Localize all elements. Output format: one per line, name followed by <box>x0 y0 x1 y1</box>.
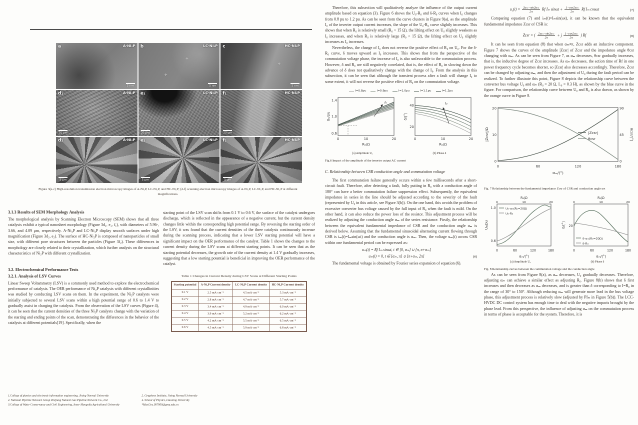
footnote: 1.College of physics and electronic information engineering, Jining Normal University <box>8 394 109 398</box>
equation-number: (6) <box>472 254 477 259</box>
table-cell: 4.5 mA·cm⁻² <box>198 324 232 331</box>
figure6 <box>325 90 477 164</box>
tick-label: 60 <box>535 164 541 169</box>
x-axis-label: αₘ/(°) <box>552 169 564 175</box>
fraction: $\frac{\text{1−cos2αₘ}}{2\pi}$ <box>565 6 579 14</box>
paragraph: Comparing equation (7) and iₘ(t)=Iₘsin(ωt), it can be known that the equivalent fundamental impedance Zcsr of CSR is: <box>484 16 634 27</box>
tick-label: 60 <box>512 248 518 253</box>
equation-line: uₘ(t) = 0, t ∈ [αₘ, π] ∪ [π+αₘ, 2π] <box>368 254 425 259</box>
table-cell: 0.4 V <box>172 310 199 317</box>
sem-panel-c <box>221 43 302 89</box>
panel-id: c <box>222 44 226 49</box>
figure8b <box>561 196 634 264</box>
table-cell: 0.5 V <box>172 317 199 324</box>
figure6a <box>326 94 399 156</box>
y-axis-label: δ/(°) <box>403 112 408 121</box>
scale-bar: 20 μm <box>58 131 68 135</box>
figure8-caption: Fig. 8 Relationship curves between the commutation voltage and the conduction angle <box>484 267 595 272</box>
footnote-block-right <box>142 394 198 407</box>
equation-line: uₘ(t) = Rf Iₘ sinωt, t ∈ [0, αₘ] ∪ [π, π+αₘ] <box>362 247 431 253</box>
equation-7 <box>484 6 634 14</box>
table-row <box>172 324 307 331</box>
figure8a <box>484 196 557 264</box>
panel-material-label: HC-Ni₂P <box>284 138 300 142</box>
curve <box>415 114 471 134</box>
legend-label: δ-αₘ(R₀=20Ω) <box>582 236 603 241</box>
figure8b-plot <box>561 196 634 260</box>
panel-material-label: LC-Ni₂P <box>203 91 218 95</box>
zcsr-curve <box>498 109 618 160</box>
line-swatch-icon <box>371 91 376 92</box>
footnote-email: *Mar.Gra.007900@gma.edu.cn <box>141 403 179 407</box>
tick-label: 0 <box>619 159 622 164</box>
sem-panel-d1 <box>56 90 137 136</box>
table-row <box>172 296 307 303</box>
tick-label: 20 <box>468 137 474 142</box>
tick-label: 0 <box>496 200 498 205</box>
section-c-body: The first commutation failure generally occurs within a few milliseconds after a short-circuit fault. Therefore, after detecting a fault, fully putting in R₀ with a conduction angle of 180° can have a better commutation failure suppression effect. Subsequently, the equivalent impedance in series in the line should be adjusted according to the severity of the fault (represented by U₀ in this article, see Figure 3(b)). On the one hand, this avoids the problem of excessive converter bus voltage caused by the full input of R₀ when the fault is mild. On the other hand, it can also reduce the power loss of the resistor. This adjustment process will be realized by adjusting the conduction angle αₘ of the series resistance. Firstly, the relationship between the equivalent fundamental impedance of CSR and the conduction angle αₘ is derived below. Assuming that the fundamental sinusoidal alternating current flowing through CSR is iₘ(t)=Iₘsin(ωt) and the conduction angle is αₘ. Then, the voltage uₘ(t) across CSR within one fundamental period can be expressed as: <box>325 177 477 245</box>
paragraph: It can be seen from equation (8) that when αₘ≠π, Zcsr adds an inductive component. Figure 7 shows the curves of the amplitude |Zcsr| of Zcsr and the impedance angle θcsr changing with αₘ. As can be seen from Figure 7, as αₘ decreases, θcsr gradually increases, that is, the inductive degree of Zcsr increases. As αₘ decreases, the action time of Rf in one power frequency cycle becomes shorter, so |Zcsr| also decreases accordingly. Therefore, Zcsr can be changed by adjusting αₘ, and then the adjustment of U₀ during the fault period can be realized. To further illustrate this point, Figure 8 depicts the relationship curve between the converter bus voltage U₀ and αₘ (R₀ = 20 Ω, L₀ = 0.3 H), as shown by the blue curve in the figure. For comparison, the relationship curve between U₀ and R₀ is also drawn, as shown by the orange curve in Figure 8. <box>484 42 634 98</box>
line-swatch-icon <box>414 91 419 92</box>
sem-panel-b <box>138 43 219 89</box>
tick-label: 10 <box>599 200 603 205</box>
legend-label: |Zcsr| <box>588 130 599 135</box>
figure8 <box>484 196 634 272</box>
scale-bar: 5 μm <box>59 178 67 182</box>
table-row <box>172 310 307 317</box>
legend-label: U₀-αₘ(R₀=20Ω) <box>505 206 528 211</box>
legend-label: δ-R₀ <box>582 241 589 246</box>
tick-label: 180 <box>547 248 555 253</box>
section-c-title: C. Relationship between CSR conduction angle and commutation voltage <box>325 169 446 175</box>
figure8a-plot <box>484 196 557 260</box>
annotation-label: I₀ <box>445 101 448 106</box>
line-swatch-icon <box>392 91 397 92</box>
panel-material-label: HC-Ni₂P <box>284 44 300 48</box>
right-page-column-2 <box>484 5 634 317</box>
page-top-rule <box>30 29 312 30</box>
table-cell: 3.9 mA·cm⁻² <box>198 310 232 317</box>
subfigure-caption: (b) Phase δ <box>590 260 605 264</box>
delta-r-curve <box>574 223 628 235</box>
footnote: 4. School of Physics, Liaoning University <box>141 398 190 402</box>
scale-bar: 5 nm <box>291 84 299 88</box>
figure6-legend <box>325 90 477 93</box>
tick-label: 120 <box>529 248 537 253</box>
table-header-cell: LC-Ni₂P Current density <box>233 282 270 290</box>
plot-frame <box>415 98 471 136</box>
panel-id: f₁ <box>222 91 227 96</box>
figure6a-plot <box>326 94 399 152</box>
table-cell: 4.2 mA·cm⁻² <box>198 317 232 324</box>
figure6-caption: Fig.6 Impact of the amplitude of the inverter output AC current <box>325 159 406 163</box>
curve <box>338 109 394 127</box>
panel-id: e₁ <box>140 91 146 96</box>
table-cell: 0.2 V <box>172 296 199 303</box>
tick-label: 20 <box>549 200 553 205</box>
sem-panel-e2 <box>138 137 219 183</box>
equation-part: Rf Iₘ sinωt + <box>542 7 563 12</box>
lattice-marker-icon: ✛ <box>185 56 189 61</box>
panel-id: e₂ <box>140 138 146 143</box>
figure7-caption: Fig. 7 Relationship between the fundamental impedance Zcsr of CSR and conduction angle αₘ <box>484 186 606 191</box>
tick-label: 10 <box>492 132 497 137</box>
curve <box>338 105 394 125</box>
scale-bar: 5 nm <box>126 84 134 88</box>
table-cell: 6.5 mA·cm⁻² <box>269 317 306 324</box>
table-cell: 4.5 mA·cm⁻² <box>233 289 270 296</box>
y-axis-label: |Zcsr|/Ω <box>485 127 489 142</box>
tick-label: 10 <box>363 137 369 142</box>
table-cell: 5.2 mA·cm⁻² <box>233 310 270 317</box>
tick-label: 0 <box>573 200 575 205</box>
legend-item: I=1.1pu <box>420 89 432 93</box>
tick-label: 0.6 <box>490 239 496 244</box>
equation-part: Zcsr = ( <box>522 33 536 38</box>
subfigure-caption: (b) Phase δ <box>432 152 447 156</box>
tick-label: 40 <box>409 103 414 108</box>
table-header-row <box>172 282 307 290</box>
fraction: $\frac{\text{2αₘ−sin2αₘ}}{2\pi}$ <box>538 32 555 40</box>
y-axis-label: θcsr/(°) <box>629 127 634 142</box>
tick-label: 10 <box>440 137 446 142</box>
table-row <box>172 289 307 296</box>
fraction: $\frac{\text{2αₘ−sin2αₘ}}{2\pi}$ <box>523 6 540 14</box>
table-cell: 4.7 mA·cm⁻² <box>233 296 270 303</box>
y-axis-label: U₀/pu <box>484 220 489 230</box>
figure7-plot <box>484 102 634 180</box>
tick-label: 90 <box>619 106 624 111</box>
lattice-marker-icon: ✛ <box>277 61 281 66</box>
footnote: 3.College of Water Conservancy and Civil Engineering, Inner Mongolia Agricultural University <box>8 403 120 407</box>
equation-part: u₁(t) = <box>509 7 521 12</box>
theta-curve <box>498 108 618 159</box>
equation-number: (7) <box>629 7 634 12</box>
equation-part: + j <box>557 33 562 38</box>
scale-bar: 20 μm <box>140 131 150 135</box>
tick-label: 180 <box>614 164 622 169</box>
column2-body: starting point of the LSV scan shifts from 0.1 V to 0.6 V, the surface of the catalyst undergoes discharge, which is reflected in the appearance of a negative current, but the current density changes little within the corresponding high potential range. By reversing the starting order of the LSV, it was found that the current densities of the three catalysts continuously increase during the scanning process, indicating that a lower LSV starting potential will have a significant impact on the OER performance of the catalyst. Table 1 shows the changes to the current density during the LSV scans at different starting points. It can be seen that as the starting potential decreases, the growth rate of the current density at 1.4 V gradually increases, suggesting that a low starting potential is beneficial in improving the OER performance of the catalyst. <box>163 210 315 267</box>
panel-material-label: A-Ni₂P <box>122 138 136 142</box>
panel-id: d₂ <box>58 138 64 143</box>
table-row <box>172 317 307 324</box>
section-321-title: 3.2.1. Analysis of LSV Curves <box>8 273 61 279</box>
tick-label: 1.0 <box>331 114 337 119</box>
y-axis-label: U₀/pu <box>326 111 331 122</box>
table-cell: 6.8 mA·cm⁻² <box>269 324 306 331</box>
section-321-body: Linear Sweep Voltammetry (LSV) is a commonly used method to explore the electrochemical performance of catalysts. The OER performance of Ni₂P catalysts with different crystallinities was studied by conducting LSV scans on them. In the experiment, the Ni₂P catalysts were initially subjected to several LSV scans within a high potential range of 0.6 to 1.4 V to gradually assist in charging the catalysts. From the observation of the LSV curves (Figure 4), it can be seen that the current densities of the three Ni₂P catalysts change with the variation of the starting and ending points of the scan, demonstrating the differences in the behavior of the catalysts at different potentials[19]. Specifically, when the <box>8 280 159 326</box>
section-313-body: The morphological analysis by Scanning Electron Microscopy (SEM) shows that all three catalysts exhibit a typical nanosheet morphology (Figure 3d₁, e₁, f₁), with diameters of 5.96-, 3.66, and 4.09 μm, respectively. A-Ni₂P and LC-Ni₂P display smooth surfaces under high magnification (Figure 3d₂, e₂). The surface of HC-Ni₂P is composed of nanoparticles of small size, with different pore structures between the particles (Figure 3f₂). These differences in morphology are closely related to their crystallization, which further analysis on the structural characteristics of Ni₂P with different crystallization. <box>8 217 159 256</box>
panel-material-label: A-Ni₂P <box>122 91 136 95</box>
tick-label: 10 <box>522 200 526 205</box>
lattice-marker-icon: ✛ <box>164 72 168 77</box>
figure3-sem-grid <box>56 43 302 183</box>
equation-number: (8) <box>629 33 634 38</box>
paragraph: Therefore, this subsection will qualitatively analyze the influence of the output current amplitude based on equation (3). Figure 6 shows the U₀-R₀ and δ-R₀ curves when I₀ changes from 0.8 pu to 1.2 pu. As can be seen from the curve clusters in Figure 9(a), as the amplitude I₀ of the inverter output current increases, the slope of the U₀-R₀ curve slightly increases. This shows that when R₀ is relatively small (R₀ < 15 Ω), the lifting effect on U₀ slightly weakens as I₀ increases, and when R₀ is relatively large (R₀ > 15 Ω), the lifting effect on U₀ slightly increases as I₀ increases. <box>325 5 477 45</box>
tick-label: 60 <box>589 248 595 253</box>
tick-label: 20 <box>492 106 497 111</box>
footnote: 2. National Pipeline Network Group Zhejiang Natural Gas Pipeline Network Co., Ltd <box>8 398 108 402</box>
tick-label: 0.6 <box>331 131 337 136</box>
curve <box>338 102 394 125</box>
figure7 <box>484 102 634 191</box>
equation-6 <box>325 248 477 259</box>
panel-id: f₂ <box>222 138 227 143</box>
paragraph: As can be seen from Figure 8(a), as αₘ decreases, U₀ gradually decreases. Therefore, adjusting αₘ can achieve a similar effect as adjusting R₀. Figure 8(b) shows that δ first increases and then decreases as αₘ decreases, and is greater than δ corresponding to I=R₀ in the range of 30° to 150°. Although reducing αₘ will generate more lead in the bus voltage phase, this adjustment process is relatively slow (adjusted by PIₘ in Figure 5(b)). The LCC-HVDC DC control system has enough time to deal with the negative impacts brought by the phase lead. From this perspective, the influence of adjusting αₘ on the commutation process in terms of phase is acceptable for the system. Therefore, it is <box>484 272 634 317</box>
tick-label: 0 <box>413 137 417 142</box>
table-cell: 0.6 V <box>172 324 199 331</box>
sem-panel-f1 <box>221 90 302 136</box>
curve <box>338 107 394 126</box>
curve <box>338 104 394 126</box>
scale-bar: 20 μm <box>223 131 233 135</box>
tick-label: 0 <box>495 248 499 253</box>
table-cell: 0.3 V <box>172 303 199 310</box>
line-swatch-icon <box>349 91 354 92</box>
sem-panel-e1 <box>138 90 219 136</box>
tick-label: 20 <box>568 224 573 229</box>
legend-item: I=0.9pu <box>376 89 388 93</box>
tick-label: 180 <box>624 248 632 253</box>
subfigure-caption: (a) Amplitude U₀ <box>510 260 531 264</box>
section-313-title: 3.1.3 Results of SEM Morphology Analysis <box>8 210 85 215</box>
legend-label: θcsr <box>588 136 596 141</box>
footnote-block-left <box>8 394 120 407</box>
equation-part: Rf Iₘ cosωt <box>581 7 600 12</box>
table-row <box>172 303 307 310</box>
right-page-column-1 <box>325 5 477 266</box>
legend-item: I=0.8pu <box>355 89 367 93</box>
table-header-cell: A-Ni₂P Current density <box>198 282 232 290</box>
table-cell: 6.2 mA·cm⁻² <box>269 310 306 317</box>
table-cell: 4.9 mA·cm⁻² <box>233 303 270 310</box>
panel-id: b <box>140 44 144 49</box>
tick-label: 45 <box>619 132 624 137</box>
table-cell: 0.1 V <box>172 289 199 296</box>
equation-part: ) Rf <box>580 33 587 38</box>
left-page-column-1 <box>8 210 159 326</box>
table1-caption: Table 1 Changes in Current Density during LSV Scans at Different Starting Points <box>181 273 297 278</box>
annotation-label: I₀ <box>384 100 387 105</box>
tick-label: 0 <box>494 159 497 164</box>
top-axis-label: R₀/Ω <box>520 196 528 201</box>
tick-label: 1.4 <box>331 98 337 103</box>
tick-label: 20 <box>409 125 414 130</box>
table-cell: 5.7 mA·cm⁻² <box>269 296 306 303</box>
top-axis-label: R₀/Ω <box>597 196 605 201</box>
scale-bar: 5 μm <box>141 178 149 182</box>
line-swatch-icon <box>436 91 441 92</box>
table-header-cell: Starting potential <box>172 282 199 290</box>
table-cell: 2.5 mA·cm⁻² <box>198 289 232 296</box>
legend-label: U₀-R₀ <box>505 211 513 216</box>
x-axis-label: R₀/Ω <box>439 142 447 147</box>
x-axis-label: αₘ/(°) <box>596 254 606 259</box>
x-axis-label: R₀/Ω <box>362 142 370 147</box>
figure6b <box>403 94 476 156</box>
left-page-column-2 <box>163 210 315 332</box>
tick-label: 1.0 <box>490 206 496 211</box>
paragraph: Nevertheless, the change of I₀ does not reverse the positive effect of R₀ on U₀. For the δ-R₀ curve, δ moves upward as I₀ increases. This shows that from the perspective of the commutation voltage phase, the increase of I₀ is also unfavorable to the commutation process. However, δ and R₀ are still negatively correlated, that is, the effect of R₀ in slowing down the advance of δ does not qualitatively change with the change of I₀. From the analysis in this subsection, it can be seen that although the transient process after a fault will change I₀ to some extent, it will not reverse the positive effect of R₀ on the commutation voltage. <box>325 45 477 84</box>
tick-label: 120 <box>606 248 614 253</box>
tick-label: 0 <box>496 164 500 169</box>
figure3-caption: Figure 3(a-c) High-resolution transmission electron microscopy images of A-Ni₂P, LC-Ni₂P, and HC-Ni₂P; (d-f) scanning electron microscopy images of A-Ni₂P, LC-Ni₂P, and HC-Ni₂P at different magnifications. <box>38 187 298 196</box>
tick-label: 120 <box>574 164 582 169</box>
table-cell: 3.4 mA·cm⁻² <box>198 303 232 310</box>
table-cell: 5.9 mA·cm⁻² <box>233 324 270 331</box>
subfigure-caption: (a) Amplitude U₀ <box>352 152 373 156</box>
figure6b-plot <box>403 94 476 152</box>
sem-panel-a <box>56 43 137 89</box>
sem-panel-f2 <box>221 137 302 183</box>
table-cell: 5.5 mA·cm⁻² <box>233 317 270 324</box>
fraction: $\frac{\text{1−cos2αₘ}}{2\pi}$ <box>564 32 578 40</box>
legend-item: I=1.0pu <box>398 89 410 93</box>
panel-material-label: A-Ni₂P <box>122 44 136 48</box>
table-cell: 2.8 mA·cm⁻² <box>198 296 232 303</box>
panel-id: d₁ <box>58 91 64 96</box>
legend-item: I=1.2pu <box>441 89 453 93</box>
panel-material-label: HC-Ni₂P <box>284 91 300 95</box>
section-32-title: 3.2. Electrochemical Performance Tests <box>8 267 79 272</box>
table-cell: 6.0 mA·cm⁻² <box>269 303 306 310</box>
table-cell: 5.3 mA·cm⁻² <box>269 289 306 296</box>
tick-label: 0 <box>336 137 340 142</box>
tick-label: 20 <box>391 137 397 142</box>
paragraph: The fundamental voltage is obtained by Fourier series expansion of equation (6). <box>332 261 462 266</box>
plot-frame <box>498 107 618 161</box>
tick-label: 20 <box>626 200 630 205</box>
panel-material-label: LC-Ni₂P <box>203 44 218 48</box>
sem-panel-d2 <box>56 137 137 183</box>
equation-8 <box>484 32 634 40</box>
table1 <box>171 281 307 332</box>
panel-id: a <box>58 44 62 49</box>
footnotes <box>8 394 316 407</box>
x-axis-label: αₘ/(°) <box>519 254 529 259</box>
footnote: 2. Graphene Institute, Jining Normal University <box>141 394 198 398</box>
tick-label: 0 <box>572 248 576 253</box>
scale-bar: 5 μm <box>224 178 232 182</box>
panel-material-label: LC-Ni₂P <box>203 138 218 142</box>
scale-bar: 5 nm <box>209 84 217 88</box>
table-header-cell: HC-Ni₂P Current density <box>269 282 306 290</box>
y-axis-label: δ/(°) <box>561 221 566 229</box>
